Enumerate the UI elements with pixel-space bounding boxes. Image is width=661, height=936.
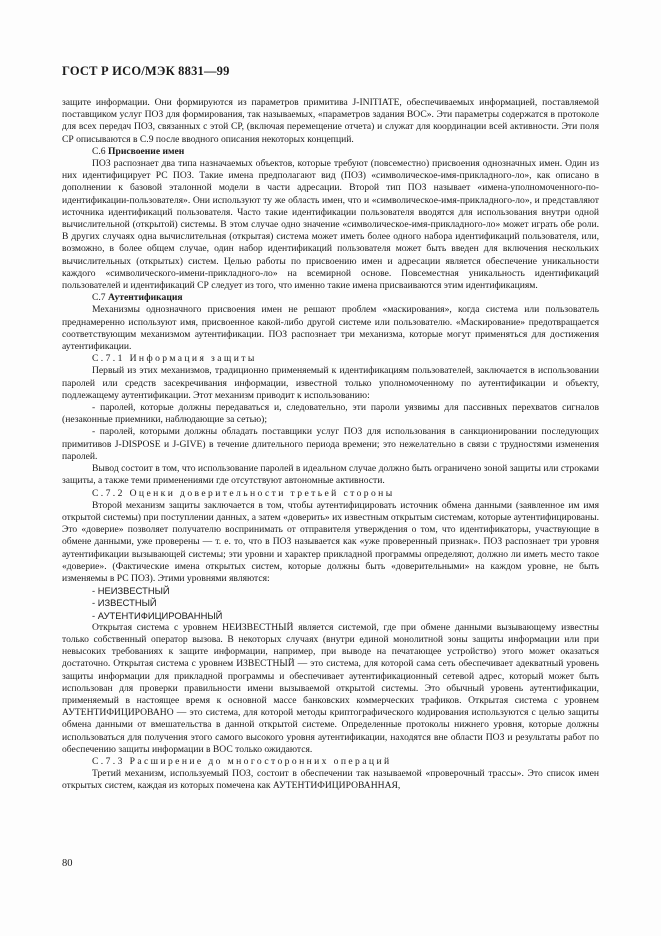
paragraph: Второй механизм защиты заключается в том, чтобы аутентифицировать источник обмена данными (заявленное им имя открытой системы) при поступлении данных, а затем «доверить» их известным открытым системам, которые аутентифицированы. Это «доверие» позволяет получателю воспринимать от отправителя утверждения о том, что идентификаторы, участвующие в обмене данными, уже проверены — т. е. то, что в ПОЗ называется как «уже проверенный признак». ПОЗ распознает три уровня аутентификации вызывающей системы; эти уровни и характер прикладной программы определяют, должно ли иметь место такое «доверие». (Фактические имена открытых систем, которые должны быть «доверительными» на каждом уровне, не быть изменяемы в РС ПОЗ). Этими уровнями являются:: [62, 499, 599, 584]
level-item: - НЕИЗВЕСТНЫЙ: [92, 585, 170, 597]
document-header-title: ГОСТ Р ИСО/МЭК 8831—99: [62, 64, 230, 78]
page-number: 80: [62, 858, 73, 869]
level-item: - ИЗВЕСТНЫЙ: [92, 597, 157, 609]
level-item: - АУТЕНТИФИЦИРОВАННЫЙ: [92, 609, 223, 621]
paragraph: Третий механизм, используемый ПОЗ, состоит в обеспечении так называемой «проверочный трассы». Это список имен открытых систем, каждая из которых помечена как АУТЕНТИФИЦИРОВАННАЯ,: [62, 768, 599, 792]
section-title: Аутентификация: [108, 292, 183, 304]
paragraph: ПОЗ распознает два типа назначаемых объектов, которые требуют (повсеместно) присвоения однозначных имен. Один из них идентифицирует РС ПОЗ. Такие имена предполагают вид (ПОЗ) «символическое-имя-прикладного-ло», как описано в дополнении к базовой эталонной модели в части адресации. Второй тип ПОЗ называет «имена-уполномоченного-по-идентификации-пользователя». Они используют ту же область имен, что и «символическое-имя-прикладного-ло», и представляют источника идентификаций пользователя. Часто такие идентификации пользователя вводятся для использования внутри одной вычислительной (открытой) системы. В этом случае одно значение «символическое-имя-прикладного-ло» может играть обе роли. В других случаях одна вычислительная (открытая) система может иметь более одного набора идентификаций пользователя, или, возможно, в более общем случае, один набор идентификаций пользователя может быть введен для включения нескольких вычислительных (открытых) систем. Целью работы по присвоению имен и адресации является обеспечение уникальности каждого «символического-имени-прикладного-ло» на всемирной основе. Повсеместная уникальность идентификаций пользователей и идентификаций СР следует из того, что именно такие имена присваиваются этим идентификациям.: [62, 158, 599, 292]
paragraph: Открытая система с уровнем НЕИЗВЕСТНЫЙ является системой, где при обмене данными вызывающему известны только собственный оператор вызова. В некоторых случаях (внутри единой монолитной зоны защиты информации или при невысоких требованиях к защите информации, например, при выводе на печатающее устройство) этого может оказаться достаточно. Открытая система с уровнем ИЗВЕСТНЫЙ — это система, для которой сама сеть обеспечивает адекватный уровень защиты информации для прикладной программы и обеспечивает аутентификационный сетевой адрес, который может быть использован для проверки правильности имени вызываемой открытой системы. Это обычный уровень аутентификации, применяемый в настоящее время к основной массе банковских коммерческих трафиков. Открытая система с уровнем АУТЕНТИФИЦИРОВАНО — это система, для которой методы криптографического кодирования используются с целью защиты обмена данными от вмешательства в данной открытой системе. Определенные протоколы нижнего уровня, которые должны использоваться для получения этого самого высокого уровня аутентификации, находятся вне области ПОЗ и результаты работ по обеспечению защиты информации в ВОС только ожидаются.: [62, 621, 599, 755]
subsection-heading: С.7.1 Информация защиты: [92, 353, 257, 365]
paragraph: Механизмы однозначного присвоения имен не решают проблем «маскирования», когда система или пользователь преднамеренно используют имя, присвоенное какой-либо другой системе или пользователю. «Маскирование» предотвращается соответствующим механизмом аутентификации. ПОЗ распознает три механизма, которые могут применяться для достижения аутентификации.: [62, 304, 599, 353]
section-heading: [62, 292, 599, 304]
subsection-heading: С.7.2 Оценки доверительности третьей стороны: [92, 487, 395, 499]
section-title: Присвоение имен: [108, 145, 185, 157]
paragraph: защите информации. Они формируются из параметров примитива J-INITIATE, обеспечиваемых информацией, поставляемой поставщиком услуг ПОЗ для формирования, так называемых, «параметров задания ВОС». Эти параметры содержатся в протоколе для всех передач ПОЗ, связанных с этой СР, (включая перемещение отчета) и служат для координации всей активности. Эти поля СР описываются в С.9 после вводного описания некоторых концепций.: [62, 97, 599, 145]
paragraph: Вывод состоит в том, что использование паролей в идеальном случае должно быть ограничено зоной защиты или строками защиты, а также теми применениями где отсутствуют автономные активности.: [62, 463, 599, 487]
paragraph: Первый из этих механизмов, традиционно применяемый к идентификациям пользователей, заключается в использовании паролей или средств засекречивания информации, известной только уполномоченному по аутентификации и объекту, подлежащему аутентификации. Этот механизм приводит к использованию:: [62, 365, 599, 401]
list-item: - паролей, которые должны передаваться и, следовательно, эти пароли уязвимы для пассивных перехватов сигналов (незаконные приемники, наблюдающие за сетью);: [62, 402, 599, 426]
list-item: - паролей, которыми должны обладать поставщики услуг ПОЗ для использования в санкционировании последующих примитивов J-DISPOSE и J-GIVE) в течение длительного периода времени; это нежелательно в связи с трудностями изменения паролей.: [62, 426, 599, 462]
document-body: [62, 97, 599, 793]
section-number: С.7: [92, 292, 106, 304]
section-heading: [62, 146, 599, 158]
section-number: С.6: [92, 145, 106, 157]
subsection-heading: С.7.3 Расширение до многосторонних операций: [92, 755, 392, 767]
